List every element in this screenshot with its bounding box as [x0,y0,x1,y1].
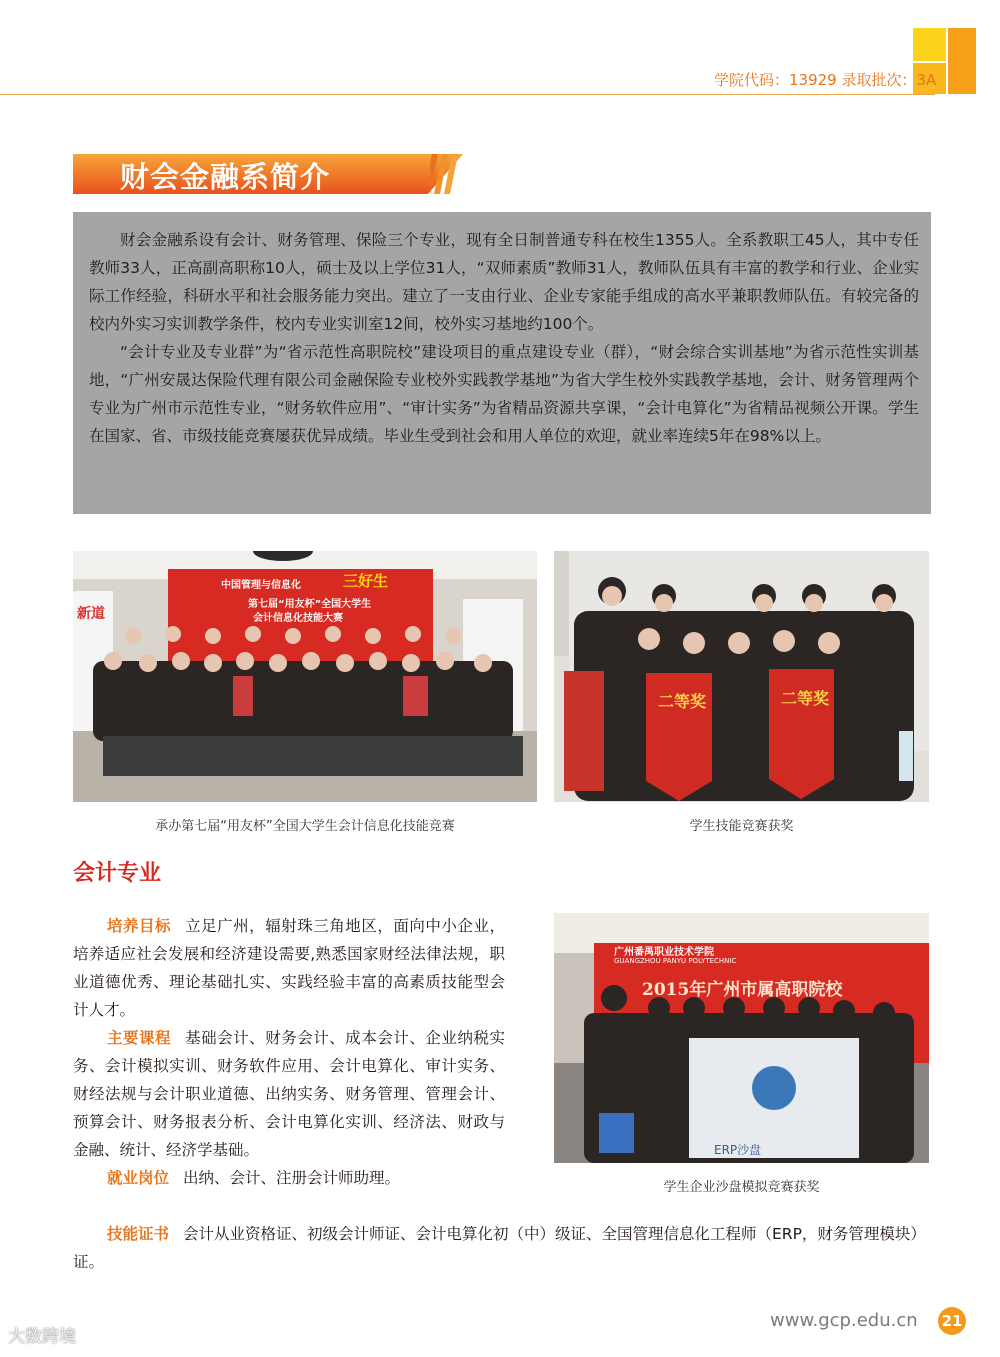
pennant-text: 二等奖 [781,689,830,708]
corner-decoration [913,28,946,61]
page-number: 21 [938,1307,966,1335]
intro-box [73,212,931,514]
erp-competition-photo [554,913,929,1163]
goal-label: 培养目标 [107,917,172,935]
photo-caption: 学生技能竞赛获奖 [689,819,794,834]
cert-text: 会计从业资格证、初级会计师证、会计电算化初（中）级证、全国管理信息化工程师（ERP，财务管理模块）证。 [73,1225,926,1271]
title-stripes-decoration [430,154,470,194]
banner-title: 2015年广州市属高职院校 [642,980,843,1000]
header-rule [0,94,935,95]
flag-text: ERP沙盘 [714,1143,762,1157]
cert-label: 技能证书 [107,1225,170,1243]
banner-line-3: 会计信息化技能大赛 [253,613,343,624]
school-name: 广州番禺职业技术学院 [614,947,714,958]
pennant-text: 二等奖 [658,692,707,711]
jobs-label: 就业岗位 [107,1169,170,1187]
college-code: 学院代码：13929 录取批次：3A [714,71,937,89]
photo-caption: 学生企业沙盘模拟竞赛获奖 [663,1180,820,1195]
jobs-paragraph [73,1164,505,1192]
cert-paragraph [73,1220,933,1276]
watermark: 大数跨境 [8,1327,76,1347]
banner-line-2: 第七届“用友杯”全国大学生 [248,599,372,610]
jobs-text: 出纳、会计、注册会计师助理。 [183,1169,401,1187]
courses-text: 基础会计、财务会计、成本会计、企业纳税实务、会计模拟实训、财务软件应用、会计电算化、审计实务、财经法规与会计职业道德、出纳实务、财务管理、管理会计、预算会计、财务报表分析、会计电算化实训、经济法、财政与金融、统计、经济学基础。 [73,1029,505,1159]
goal-text: 立足广州，辐射珠三角地区，面向中小企业，培养适应社会发展和经济建设需要,熟悉国家财经法律法规，职业道德优秀、理论基础扎实、实践经验丰富的高素质技能型会计人才。 [73,917,505,1019]
accounting-program [73,912,505,1192]
goal-paragraph [73,912,505,1024]
banner-small-text: 中国管理与信息化 [221,580,301,591]
intro-paragraph: 财会金融系设有会计、财务管理、保险三个专业，现有全日制普通专科在校生1355人。全系教职工45人，其中专任教师33人，正高副高职称10人，硕士及以上学位31人，“双师素质”教师31人，教师队伍具有丰富的教学和行业、企业实际工作经验，科研水平和社会服务能力突出。建立了一支由行业、企业专家能手组成的高水平兼职教师队伍。有较完备的校内外实习实训教学条件，校内专业实训室12间，校外实习基地约100个。 [89,231,919,333]
competition-group-photo [73,551,537,802]
intro-paragraph: “会计专业及专业群”为“省示范性高职院校”建设项目的重点建设专业（群），“财会综合实训基地”为省示范性实训基地，“广州安晟达保险代理有限公司金融保险专业校外实践教学基地”为省大学生校外实践教学基地，会计、财务管理两个专业为广州市示范性专业，“财务软件应用”、“审计实务”为省精品资源共享课，“会计电算化”为省精品视频公开课。学生在国家、省、市级技能竞赛屡获优异成绩。毕业生受到社会和用人单位的欢迎，就业率连续5年在98%以上。 [89,343,919,445]
courses-paragraph [73,1024,505,1164]
school-en-name: GUANGZHOU PANYU POLYTECHNIC [614,957,737,965]
side-sign-text: 新道 [77,606,105,622]
section-title: 财会金融系简介 [120,160,331,194]
award-photo [554,551,929,802]
corner-decoration [948,28,976,94]
footer-url[interactable]: www.gcp.edu.cn [770,1310,918,1331]
accounting-title: 会计专业 [73,861,162,886]
courses-label: 主要课程 [107,1029,172,1047]
photo-caption: 承办第七届“用友杯”全国大学生会计信息化技能竞赛 [155,819,455,834]
banner-big-text: 三好生 [343,572,389,590]
